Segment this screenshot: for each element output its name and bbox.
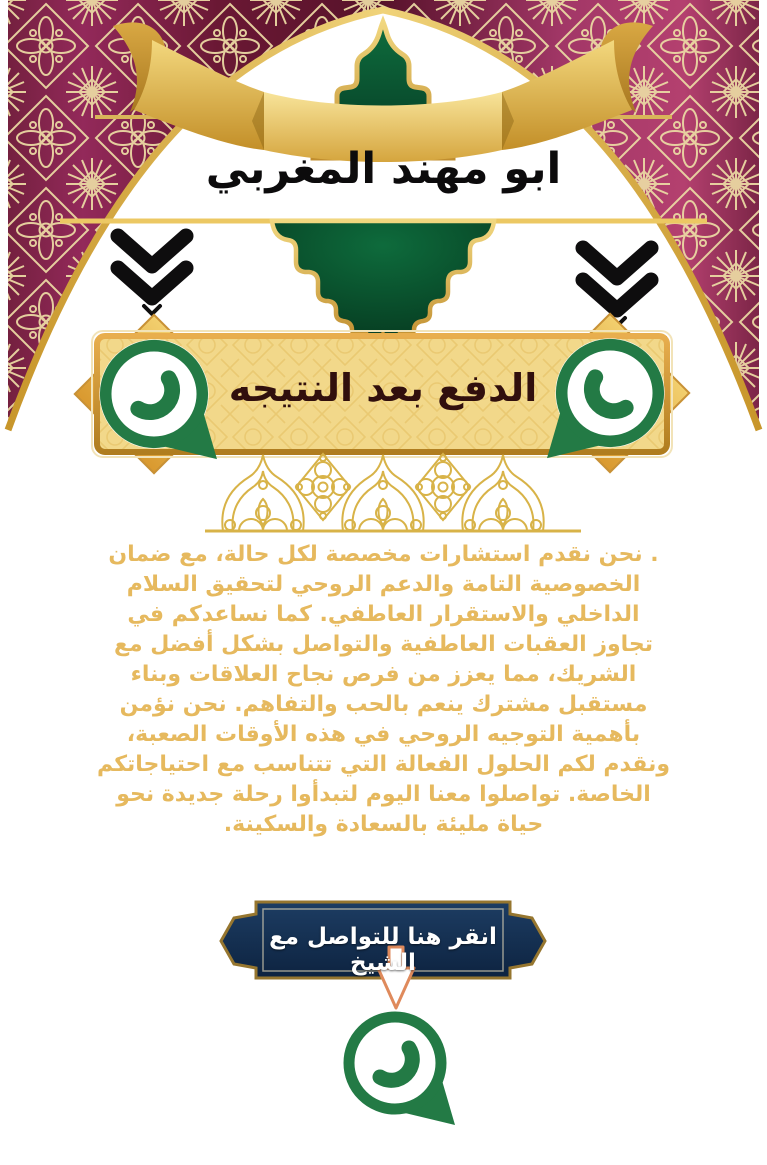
cta-button-label[interactable]: انقر هنا للتواصل مع الشيخ <box>269 924 497 976</box>
page-title: ابو مهند المغربي <box>205 144 562 194</box>
offer-banner-title: الدفع بعد النتيجه <box>228 366 538 410</box>
whatsapp-icon-bottom[interactable] <box>343 1011 455 1125</box>
gold-lineart-ornament <box>205 454 581 531</box>
description-paragraph: . نحن نقدم استشارات مخصصة لكل حالة، مع ضمان الخصوصية التامة والدعم الروحي لتحقيق السلام الداخلي والاستقرار العاطفي. كما نساعدكم في تجاوز العقبات العاطفية والتواصل بشكل أفضل مع الشريك، مما يعزز من فرص نجاح العلاقات وبناء مستقبل مشترك ينعم بالحب والتفاهم. نحن نؤمن بأهمية التوجيه الروحي في هذه الأوقات الصعبة، ونقدم لكم الحلول الفعالة التي تتناسب مع احتياجاتكم الخاصة. تواصلوا معنا اليوم لتبدأوا رحلة جديدة نحو حياة مليئة بالسعادة والسكينة. <box>96 542 671 837</box>
